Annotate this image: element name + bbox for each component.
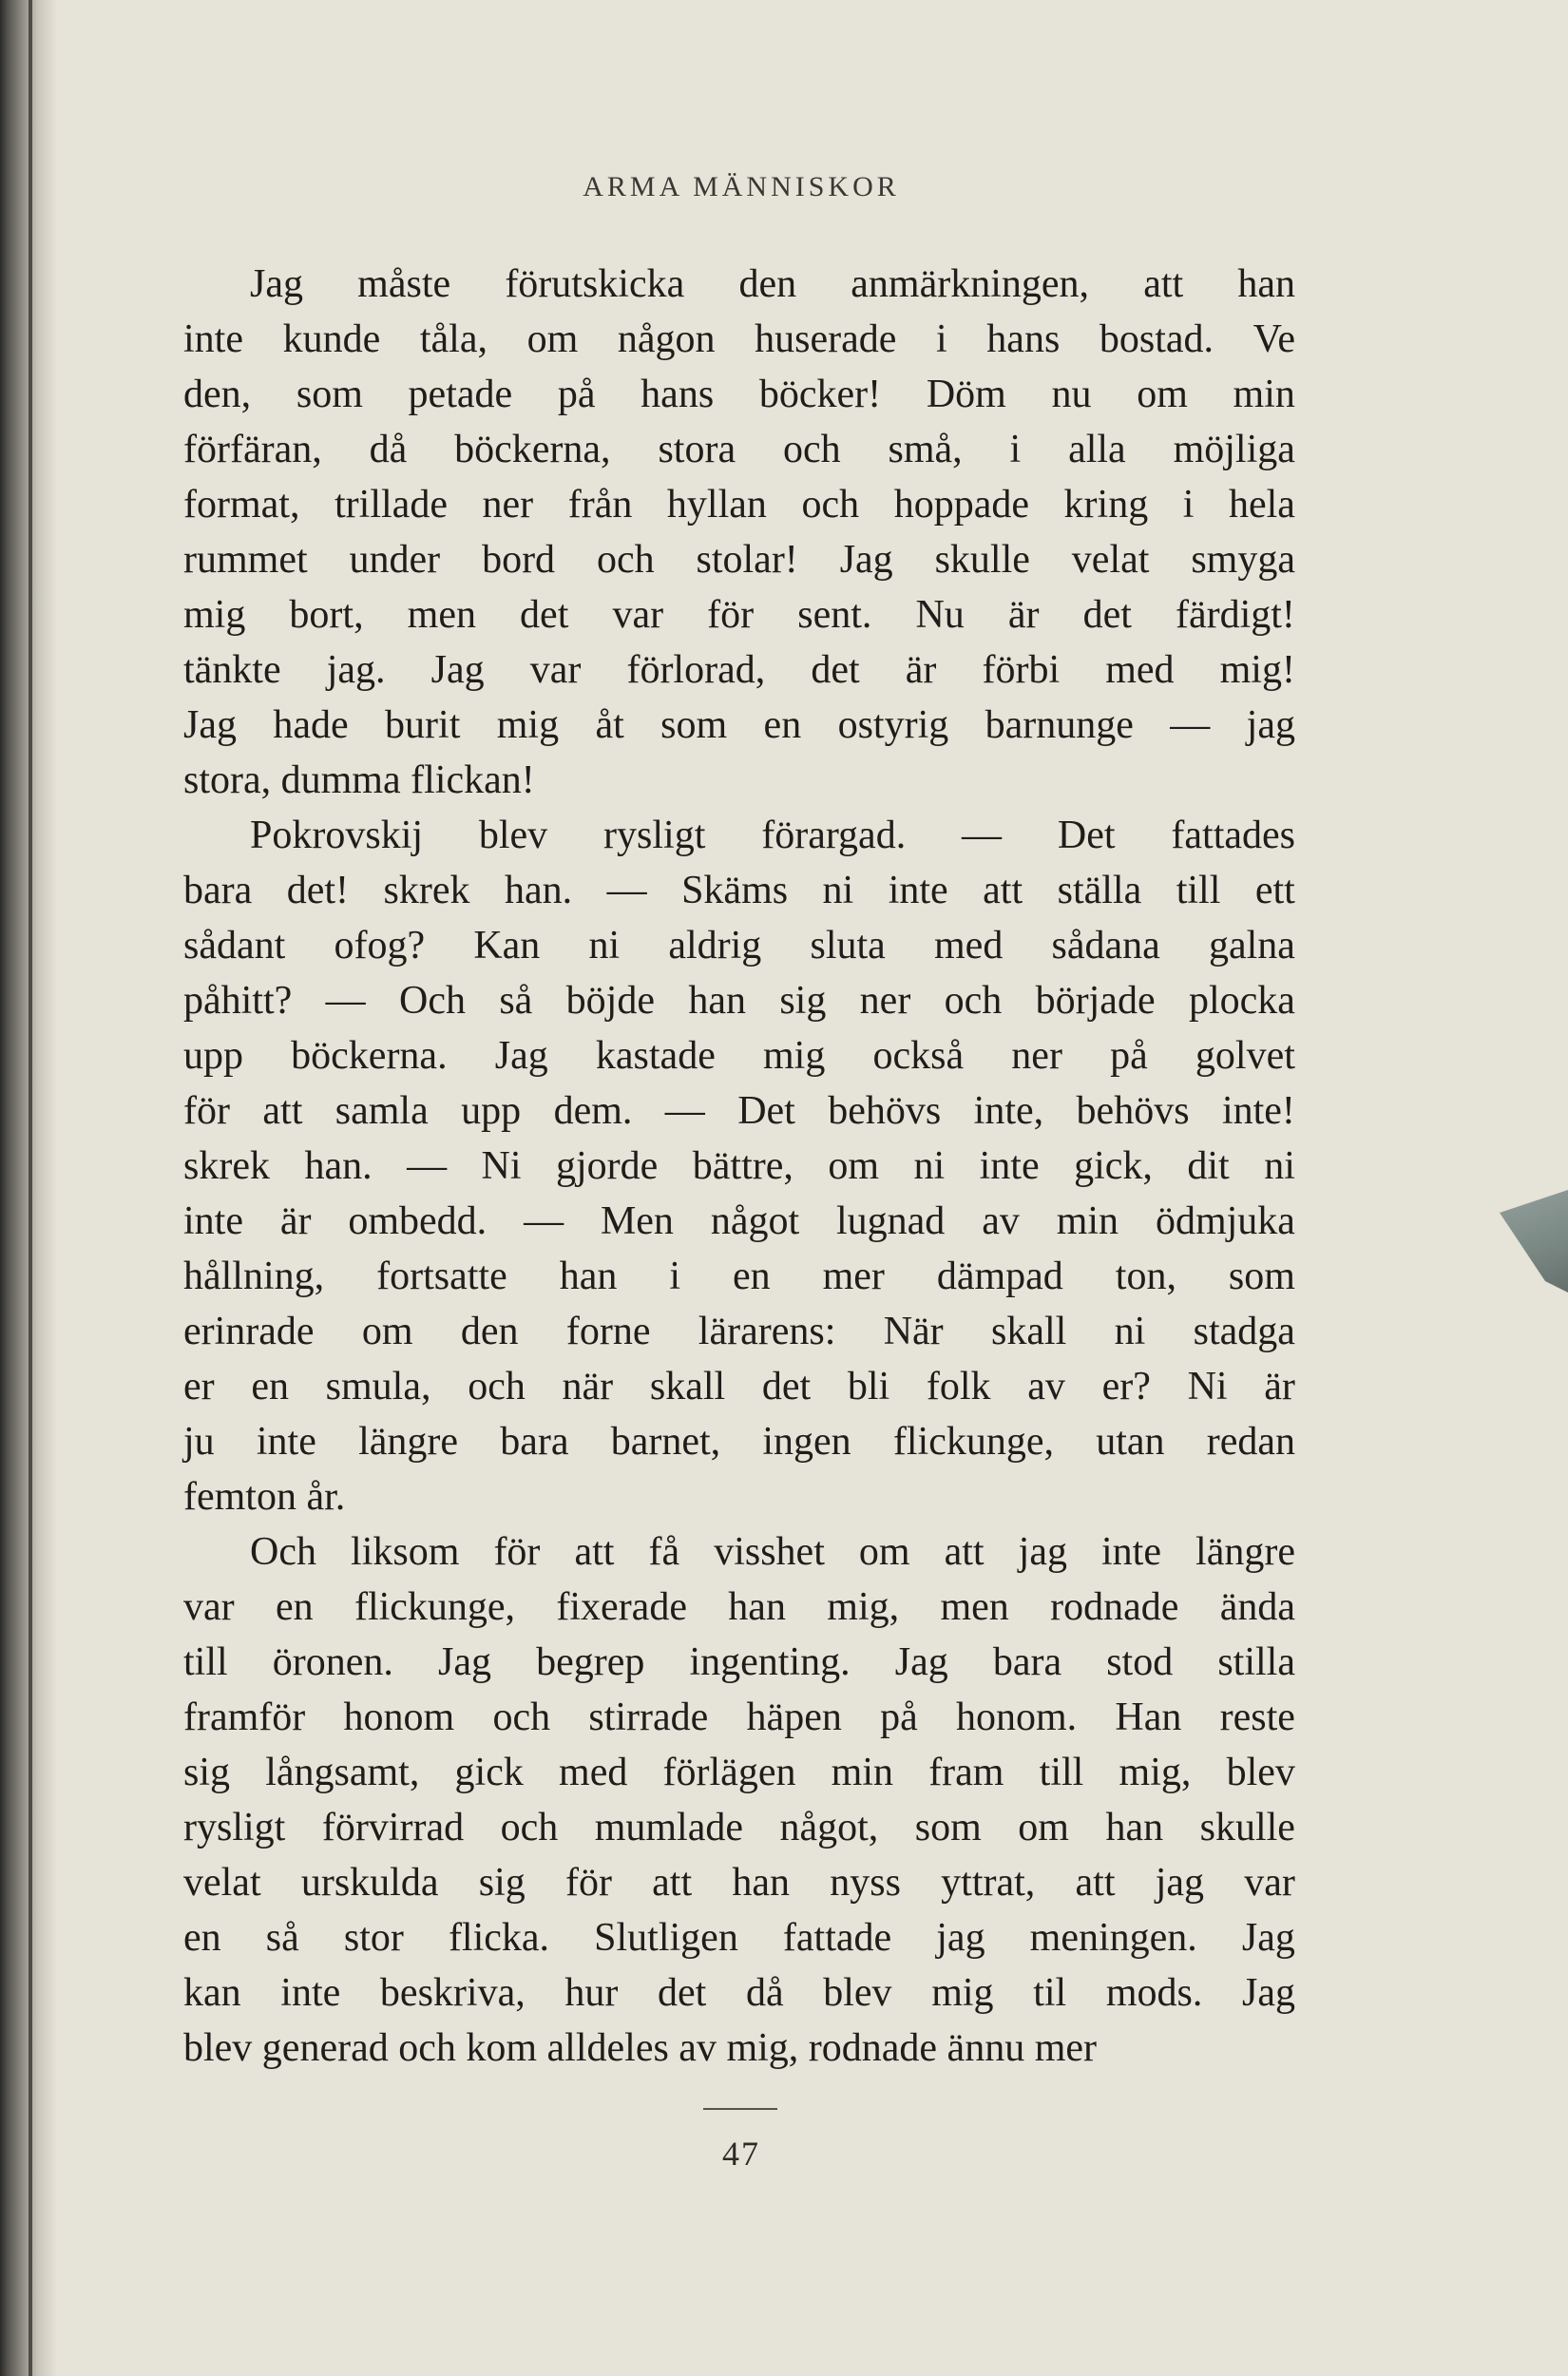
text-line: velat urskulda sig för att han nyss yttrat, att jag var	[183, 1861, 1295, 1905]
text-line: kan inte beskriva, hur det då blev mig til mods. Jag	[183, 1971, 1295, 2015]
text-line: tänkte jag. Jag var förlorad, det är förbi med mig!	[183, 648, 1295, 692]
text-line: hållning, fortsatte han i en mer dämpad ton, som	[183, 1255, 1295, 1298]
binding-edge	[29, 0, 32, 2376]
text-line: Pokrovskij blev rysligt förargad. — Det fattades	[250, 814, 1295, 857]
text-line: påhitt? — Och så böjde han sig ner och började plocka	[183, 979, 1295, 1023]
text-line: en så stor flicka. Slutligen fattade jag meningen. Jag	[183, 1916, 1295, 1960]
text-line: Och liksom för att få visshet om att jag inte längre	[250, 1530, 1295, 1574]
text-line: var en flickunge, fixerade han mig, men rodnade ända	[183, 1585, 1295, 1629]
text-line: för att samla upp dem. — Det behövs inte, behövs inte!	[183, 1089, 1295, 1133]
text-line: femton år.	[183, 1475, 346, 1519]
text-line: erinrade om den forne lärarens: När skall ni stadga	[183, 1310, 1295, 1353]
text-line: upp böckerna. Jag kastade mig också ner på golvet	[183, 1034, 1295, 1078]
paragraph	[183, 808, 1295, 1524]
text-line: inte kunde tåla, om någon huserade i hans bostad. Ve	[183, 317, 1295, 361]
text-line: bara det! skrek han. — Skäms ni inte att ställa till ett	[183, 869, 1295, 912]
text-line: förfäran, då böckerna, stora och små, i alla möjliga	[183, 428, 1295, 471]
text-line: stora, dumma flickan!	[183, 758, 535, 802]
text-line: blev generad och kom alldeles av mig, rodnade ännu mer	[183, 2026, 1097, 2070]
text-line: sådant ofog? Kan ni aldrig sluta med sådana galna	[183, 924, 1295, 968]
text-line: framför honom och stirrade häpen på honom. Han reste	[183, 1696, 1295, 1739]
text-line: den, som petade på hans böcker! Döm nu om min	[183, 373, 1295, 416]
body-text	[183, 257, 1295, 2076]
paragraph	[183, 1524, 1295, 2076]
text-line: till öronen. Jag begrep ingenting. Jag bara stod stilla	[183, 1640, 1295, 1684]
page-marker-tab	[1492, 1178, 1568, 1293]
paragraph	[183, 257, 1295, 808]
text-line: er en smula, och när skall det bli folk av er? Ni är	[183, 1365, 1295, 1408]
text-line: inte är ombedd. — Men något lugnad av min ödmjuka	[183, 1199, 1295, 1243]
text-line: Jag hade burit mig åt som en ostyrig barnunge — jag	[183, 703, 1295, 747]
running-head: ARMA MÄNNISKOR	[583, 171, 900, 202]
text-line: mig bort, men det var för sent. Nu är det färdigt!	[183, 593, 1295, 637]
text-line: Jag måste förutskicka den anmärkningen, att han	[250, 262, 1295, 306]
text-line: sig långsamt, gick med förlägen min fram till mig, blev	[183, 1751, 1295, 1794]
text-line: ju inte längre bara barnet, ingen flickunge, utan redan	[183, 1420, 1295, 1464]
folio-rule	[703, 2108, 777, 2110]
text-line: rummet under bord och stolar! Jag skulle velat smyga	[183, 538, 1295, 582]
page-number: 47	[722, 2135, 760, 2173]
text-line: format, trillade ner från hyllan och hoppade kring i hela	[183, 483, 1295, 527]
text-line: skrek han. — Ni gjorde bättre, om ni inte gick, dit ni	[183, 1144, 1295, 1188]
text-line: rysligt förvirrad och mumlade något, som om han skulle	[183, 1806, 1295, 1849]
